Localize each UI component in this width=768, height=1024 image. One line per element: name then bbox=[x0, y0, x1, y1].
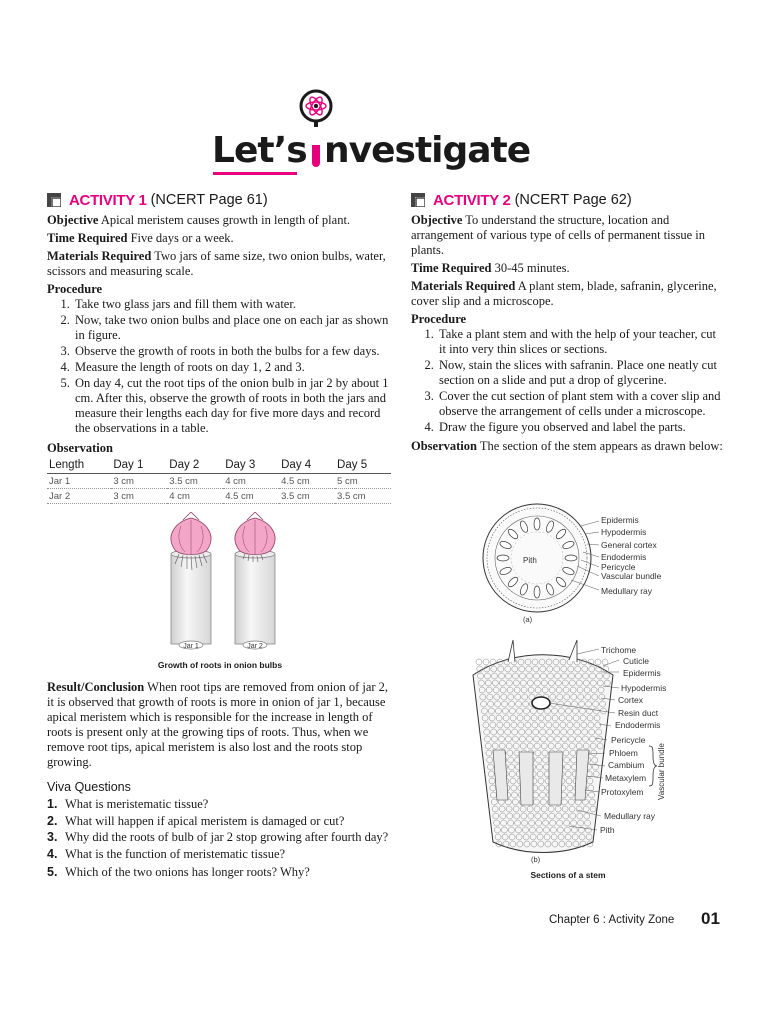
label-general-cortex: General cortex bbox=[601, 540, 657, 550]
list-item: 3. Why did the roots of bulb of jar 2 stop growing after fourth day? bbox=[47, 830, 389, 844]
label-protoxylem: Protoxylem bbox=[601, 787, 644, 797]
vascular-bundle-bracket-label: Vascular bundle bbox=[657, 743, 666, 800]
list-item: 2. Now, take two onion bulbs and place one on each jar as shown in figure. bbox=[73, 313, 393, 343]
title-investigate: nvestigate bbox=[324, 130, 531, 171]
table-header: Day 4 bbox=[279, 458, 335, 474]
label-cambium: Cambium bbox=[608, 760, 645, 770]
table-header-row bbox=[47, 458, 391, 474]
activity-1-objective: Objective Apical meristem causes growth in length of plant. bbox=[47, 213, 351, 227]
jar-1-label: Jar 1 bbox=[183, 643, 199, 650]
activity-1-procedure-heading: Procedure bbox=[47, 282, 103, 296]
label-epidermis-b: Epidermis bbox=[623, 668, 661, 678]
table-row bbox=[47, 474, 391, 489]
label-endodermis: Endodermis bbox=[601, 552, 647, 562]
onion-jars-figure bbox=[47, 512, 393, 680]
table-cell: 3.5 cm bbox=[167, 474, 223, 489]
label-medullary-ray: Medullary ray bbox=[601, 586, 653, 596]
label-pith-b: Pith bbox=[600, 825, 615, 835]
pith-label: Pith bbox=[523, 556, 537, 565]
activity-2-ref: (NCERT Page 62) bbox=[514, 192, 632, 208]
label-epidermis: Epidermis bbox=[601, 515, 639, 525]
list-item: 2. Now, stain the slices with safranin. Place one neatly cut section on a slide and put a drop of glycerine. bbox=[437, 358, 723, 388]
activity-2-column bbox=[411, 190, 723, 454]
stem-cross-section-a bbox=[483, 504, 591, 612]
list-item: 4. What is the function of meristematic tissue? bbox=[47, 846, 286, 861]
page-title bbox=[212, 88, 572, 178]
activity-2-procedure-heading: Procedure bbox=[411, 312, 467, 326]
jar-2-label: Jar 2 bbox=[247, 643, 263, 650]
table-cell: 4.5 cm bbox=[279, 474, 335, 489]
list-item: 1. What is meristematic tissue? bbox=[47, 797, 209, 811]
label-metaxylem: Metaxylem bbox=[605, 773, 647, 783]
vascular-bundle-mark bbox=[534, 518, 540, 530]
figure-b-tag: (b) bbox=[531, 855, 541, 864]
label-cuticle: Cuticle bbox=[623, 656, 649, 666]
label-hypodermis: Hypodermis bbox=[601, 527, 647, 537]
activity-2-time: Time Required 30-45 minutes. bbox=[411, 261, 570, 275]
vascular-bundle-mark bbox=[497, 555, 509, 561]
table-cell: 3.5 cm bbox=[335, 489, 391, 504]
table-header: Day 5 bbox=[335, 458, 391, 474]
activity-2-heading bbox=[411, 190, 723, 210]
table-cell: Jar 2 bbox=[47, 489, 111, 504]
activity-1-materials: Materials Required Two jars of same size, two onion bulbs, water, scissors and measuring scale. bbox=[47, 249, 386, 278]
viva-questions-list bbox=[47, 797, 393, 881]
activity-1-column bbox=[47, 190, 393, 882]
list-item: 3. Observe the growth of roots in both the bulbs for a few days. bbox=[73, 344, 393, 359]
list-item: 5. On day 4, cut the root tips of the onion bulb in jar 2 by about 1 cm. After this, observe the growth of roots in both the jars and measure their lengths each day for five more days and record the observations in a table. bbox=[73, 376, 393, 436]
label-pericycle: Pericycle bbox=[601, 562, 636, 572]
label-phloem: Phloem bbox=[609, 748, 638, 758]
cell-mark bbox=[595, 659, 601, 665]
observation-table bbox=[47, 458, 391, 504]
activity-1-observation-heading: Observation bbox=[47, 441, 113, 455]
onion-jars-illustration bbox=[47, 512, 393, 657]
activity-1-procedure-list bbox=[47, 297, 393, 436]
footer-chapter: Chapter 6 : Activity Zone bbox=[549, 914, 675, 926]
page-number: 01 bbox=[701, 909, 720, 928]
table-header: Day 3 bbox=[223, 458, 279, 474]
vascular-bundle-mark bbox=[534, 586, 540, 598]
vascular-bundle-bracket bbox=[649, 746, 657, 786]
vascular-bundle-mark bbox=[565, 555, 577, 561]
table-cell: 5 cm bbox=[335, 474, 391, 489]
activity-2-materials: Materials Required A plant stem, blade, safranin, glycerine, cover slip and a microscope. bbox=[411, 279, 717, 308]
title-i-stem bbox=[312, 145, 320, 167]
title-underline bbox=[213, 172, 297, 175]
list-item: 1. Take a plant stem and with the help of your teacher, cut it into very thin slices or sections. bbox=[437, 327, 723, 357]
table-header: Day 1 bbox=[111, 458, 167, 474]
list-item: 5. Which of the two onions has longer roots? Why? bbox=[47, 865, 310, 879]
jars-figure-caption: Growth of roots in onion bulbs bbox=[157, 660, 283, 670]
table-cell: 4 cm bbox=[223, 474, 279, 489]
list-item: 4. Measure the length of roots on day 1, 2 and 3. bbox=[73, 360, 393, 375]
cell-mark bbox=[602, 659, 608, 665]
viva-questions-heading: Viva Questions bbox=[47, 780, 131, 794]
label-pericycle-b: Pericycle bbox=[611, 735, 646, 745]
table-cell: Jar 1 bbox=[47, 474, 111, 489]
activity-2-objective: Objective To understand the structure, location and arrangement of various type of cells of permanent tissue in plants. bbox=[411, 213, 706, 257]
jar-1 bbox=[171, 512, 211, 644]
activity-flag-icon bbox=[411, 193, 425, 207]
activity-flag-icon bbox=[47, 193, 61, 207]
list-item: 4. Draw the figure you observed and label the parts. bbox=[437, 420, 723, 435]
label-medullary-ray-b: Medullary ray bbox=[604, 811, 656, 821]
table-row bbox=[47, 489, 391, 504]
table-cell: 3 cm bbox=[111, 489, 167, 504]
table-cell: 3.5 cm bbox=[279, 489, 335, 504]
list-item: 2. What will happen if apical meristem is damaged or cut? bbox=[47, 813, 345, 828]
activity-1-ref: (NCERT Page 61) bbox=[150, 192, 268, 208]
title-lets: Let’s bbox=[212, 130, 307, 171]
table-cell: 4 cm bbox=[167, 489, 223, 504]
label-endodermis-b: Endodermis bbox=[615, 720, 661, 730]
cell-mark bbox=[476, 659, 482, 665]
list-item: 3. Cover the cut section of plant stem with a cover slip and observe the arrangement of cells under a microscope. bbox=[437, 389, 723, 419]
jar-2 bbox=[235, 512, 275, 644]
activity-2-observation: Observation The section of the stem appears as drawn below: bbox=[411, 439, 723, 453]
stem-sections-figure bbox=[453, 500, 693, 890]
activity-1-heading bbox=[47, 190, 393, 210]
label-cortex: Cortex bbox=[618, 695, 644, 705]
table-header: Length bbox=[47, 458, 111, 474]
label-resin-duct: Resin duct bbox=[618, 708, 659, 718]
cell-mark bbox=[483, 659, 489, 665]
activity-1-time: Time Required Five days or a week. bbox=[47, 231, 234, 245]
stem-wedge-section-b bbox=[473, 640, 613, 853]
activity-2-label: ACTIVITY 2 bbox=[433, 191, 511, 209]
stem-figure-caption: Sections of a stem bbox=[530, 870, 606, 880]
activity-2-procedure-list bbox=[411, 327, 723, 435]
table-cell: 4.5 cm bbox=[223, 489, 279, 504]
activity-1-label: ACTIVITY 1 bbox=[69, 191, 147, 209]
table-header: Day 2 bbox=[167, 458, 223, 474]
figure-a-tag: (a) bbox=[523, 615, 533, 624]
table-cell: 3 cm bbox=[111, 474, 167, 489]
list-item: 1. Take two glass jars and fill them with water. bbox=[73, 297, 393, 312]
label-trichome: Trichome bbox=[601, 645, 637, 655]
activity-1-result: Result/Conclusion When root tips are removed from onion of jar 2, it is observed that growth of roots is more in onion of jar 1, because apical meristem which is responsible for the increase in length of roots is present only at the growing tips of roots. Thus, when we remove root tips, apical meristem is also lost and the roots stop growing. bbox=[47, 680, 389, 769]
label-hypodermis-b: Hypodermis bbox=[621, 683, 667, 693]
label-vascular-bundle: Vascular bundle bbox=[601, 571, 662, 581]
